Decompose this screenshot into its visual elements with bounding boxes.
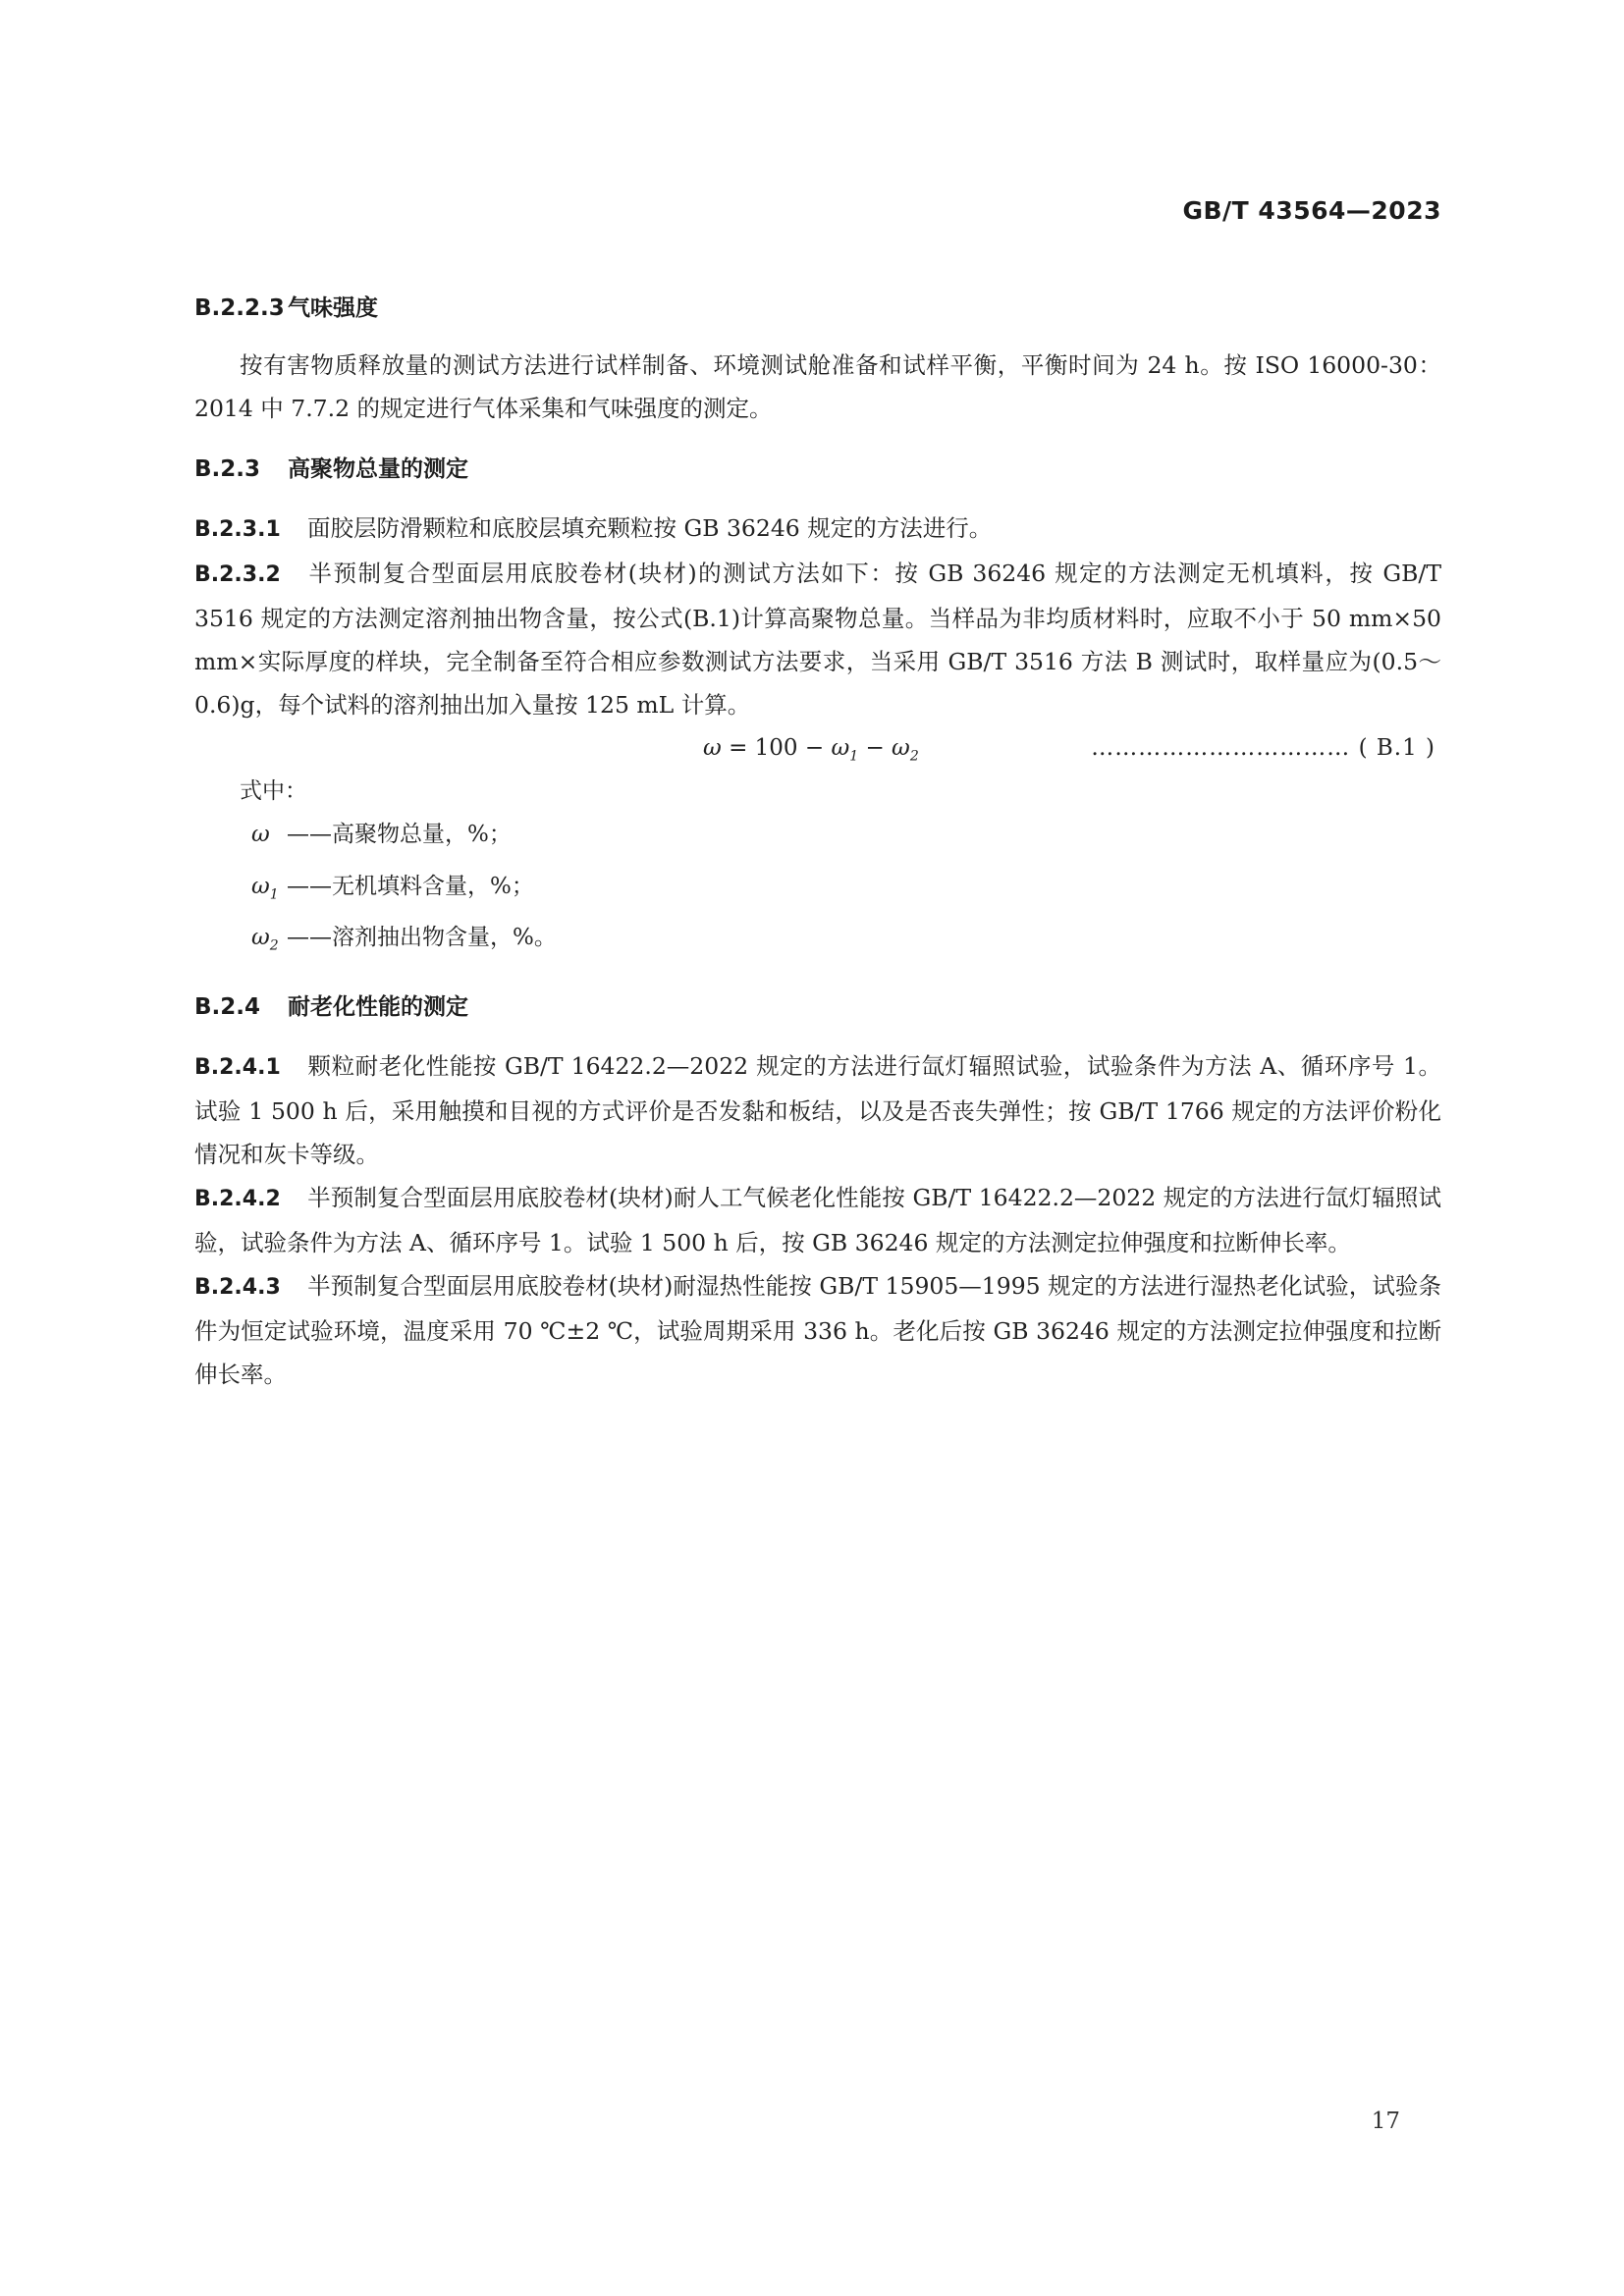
section-heading-b23 xyxy=(194,452,1441,487)
clause-number: B.2.4.2 xyxy=(194,1186,281,1211)
variable-symbol: $\omega_1$ xyxy=(251,873,279,903)
section-number: B.2.4 xyxy=(194,993,261,1020)
standard-code: GB/T 43564—2023 xyxy=(1182,196,1441,225)
variable-meaning: ——无机填料含量，%； xyxy=(287,873,534,899)
clause-text: 半预制复合型面层用底胶卷材(块材)的测试方法如下：按 GB 36246 规定的方法测定无机填料，按 GB/T 3516 规定的方法测定溶剂抽出物含量，按公式(B.1)计算高聚物总量。当样品为非均质材料时，应取不小于 50 mm×50 mm×实际厚度的样块，完全制备至符合相应参数测试方法要求，当采用 GB/T 3516 方法 B 测试时，取样量应为(0.5～0.6)g，每个试料的溶剂抽出加入量按 125 mL 计算。 xyxy=(194,560,1441,719)
variable-symbol: $\omega_2$ xyxy=(251,925,279,954)
section-number: B.2.2.3 xyxy=(194,295,285,321)
variable-definition xyxy=(194,813,1441,865)
variable-meaning: ——溶剂抽出物含量，%。 xyxy=(287,925,557,951)
clause-b2441 xyxy=(194,1044,1441,1176)
variable-symbol: ω xyxy=(251,822,270,847)
clause-number: B.2.3.2 xyxy=(194,562,281,587)
clause-b2331 xyxy=(194,507,1441,552)
formula-reference: …………………………… ( B.1 ) xyxy=(1091,735,1435,761)
clause-number: B.2.4.3 xyxy=(194,1274,281,1300)
document-body xyxy=(194,291,1441,1396)
clause-text: 面胶层防滑颗粒和底胶层填充颗粒按 GB 36246 规定的方法进行。 xyxy=(307,514,993,542)
where-label: 式中： xyxy=(240,778,307,804)
section-number: B.2.3 xyxy=(194,456,261,482)
variable-meaning: ——高聚物总量，%； xyxy=(287,822,512,847)
section-heading-b24 xyxy=(194,989,1441,1025)
clause-text: 半预制复合型面层用底胶卷材(块材)耐人工气候老化性能按 GB/T 16422.2—2022 规定的方法进行氙灯辐照试验，试验条件为方法 A、循环序号 1。试验 1 500 h 后，按 GB 36246 规定的方法测定拉伸强度和拉断伸长率。 xyxy=(194,1183,1441,1256)
section-title: 耐老化性能的测定 xyxy=(288,993,468,1020)
section-title: 气味强度 xyxy=(288,295,378,321)
formula-b1 xyxy=(194,726,1441,770)
variable-definition xyxy=(194,916,1441,968)
paragraph: 按有害物质释放量的测试方法进行试样制备、环境测试舱准备和试样平衡，平衡时间为 24 h。按 ISO 16000-30：2014 中 7.7.2 的规定进行气体采集和气味强度的测定。 xyxy=(194,351,1441,422)
page-number: 17 xyxy=(1371,2109,1400,2134)
clause-text: 半预制复合型面层用底胶卷材(块材)耐湿热性能按 GB/T 15905—1995 规定的方法进行湿热老化试验，试验条件为恒定试验环境，温度采用 70 ℃±2 ℃，试验周期采用 336 h。老化后按 GB 36246 规定的方法测定拉伸强度和拉断伸长率。 xyxy=(194,1271,1441,1388)
section-heading-b223 xyxy=(194,291,1441,326)
clause-b2442 xyxy=(194,1176,1441,1264)
clause-number: B.2.3.1 xyxy=(194,517,281,542)
variable-definition xyxy=(194,865,1441,917)
clause-b2332 xyxy=(194,552,1441,726)
clause-number: B.2.4.1 xyxy=(194,1054,281,1080)
clause-b2443 xyxy=(194,1264,1441,1396)
section-title: 高聚物总量的测定 xyxy=(288,456,468,482)
formula-expression: $\omega = 100 - \omega_1 - \omega_2$ xyxy=(703,735,919,765)
clause-text: 颗粒耐老化性能按 GB/T 16422.2—2022 规定的方法进行氙灯辐照试验，试验条件为方法 A、循环序号 1。试验 1 500 h 后，采用触摸和目视的方式评价是否发黏和板结，以及是否丧失弹性；按 GB/T 1766 规定的方法评价粉化情况和灰卡等级。 xyxy=(194,1051,1441,1168)
